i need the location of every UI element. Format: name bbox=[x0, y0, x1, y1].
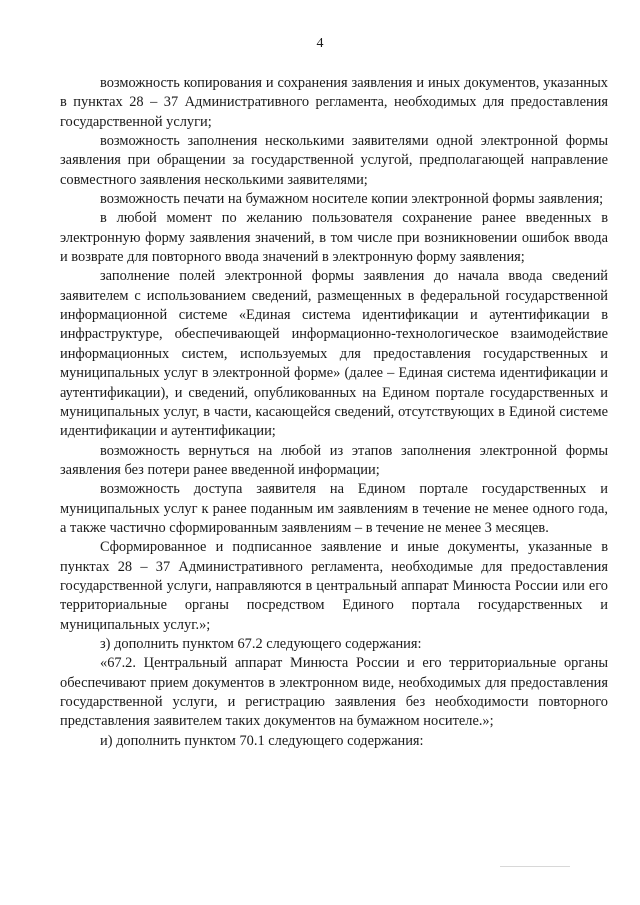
paragraph-save-values: в любой момент по желанию пользователя сохранение ранее введенных в электронную форму заявления значений, в том числе при возникновении ошибок ввода и возврате для повторного ввода значений в электронную форму заявления; bbox=[60, 210, 608, 266]
page-number: 4 bbox=[316, 36, 324, 51]
paragraph-joint-filling: возможность заполнения несколькими заявителями одной электронной формы заявления при обращении за государственной услугой, предполагающей направление совместного заявления несколькими заявителями; bbox=[60, 133, 608, 188]
paragraph-67-2-text: «67.2. Центральный аппарат Минюста России и его территориальные органы обеспечивают прием документов в электронном виде, необходимых для предоставления государственной услуги, и регистрацию заявления без необходимости повторного представления заявителем таких документов на бумажном носителе.»; bbox=[60, 655, 608, 730]
scan-artifact-line bbox=[500, 866, 570, 867]
paragraph-return-step: возможность вернуться на любой из этапов заполнения электронной формы заявления без потери ранее введенной информации; bbox=[60, 442, 608, 478]
paragraph-amend-70-1: и) дополнить пунктом 70.1 следующего содержания: bbox=[100, 732, 424, 749]
paragraph-copy-save: возможность копирования и сохранения заявления и иных документов, указанных в пунктах 28 – 37 Административного регламента, необходимых для предоставления государственной услуги; bbox=[60, 75, 608, 130]
paragraph-prefill: заполнение полей электронной формы заявления до начала ввода сведений заявителем с использованием сведений, размещенных в федеральной государственной информационной системе «Единая система идентификации и аутентификации в инфраструктуре, обеспечивающей информационно-технологическое взаимодействие информационных систем, используемых для предоставления государственных и муниципальных услуг в электронной форме» (далее – Единая система идентификации и аутентификации), и сведений, опубликованных на Едином портале государственных и муниципальных услуг, в части, касающейся сведений, отсутствующих в Единой системе идентификации и аутентификации; bbox=[60, 268, 608, 440]
paragraph-amend-67-2: з) дополнить пунктом 67.2 следующего содержания: bbox=[100, 635, 422, 652]
document-body bbox=[60, 74, 608, 751]
paragraph-print: возможность печати на бумажном носителе копии электронной формы заявления; bbox=[100, 191, 604, 208]
paragraph-submission: Сформированное и подписанное заявление и иные документы, указанные в пунктах 28 – 37 Административного регламента, необходимые для предоставления государственной услуги, направляются в центральный аппарат Минюста России или его территориальные органы посредством Единого портала государственных и муниципальных услуг.»; bbox=[60, 539, 608, 633]
paragraph-access-history: возможность доступа заявителя на Едином портале государственных и муниципальных услуг к ранее поданным им заявлениям в течение не менее одного года, а также частично сформированным заявлениям – в течение не менее 3 месяцев. bbox=[60, 481, 608, 536]
